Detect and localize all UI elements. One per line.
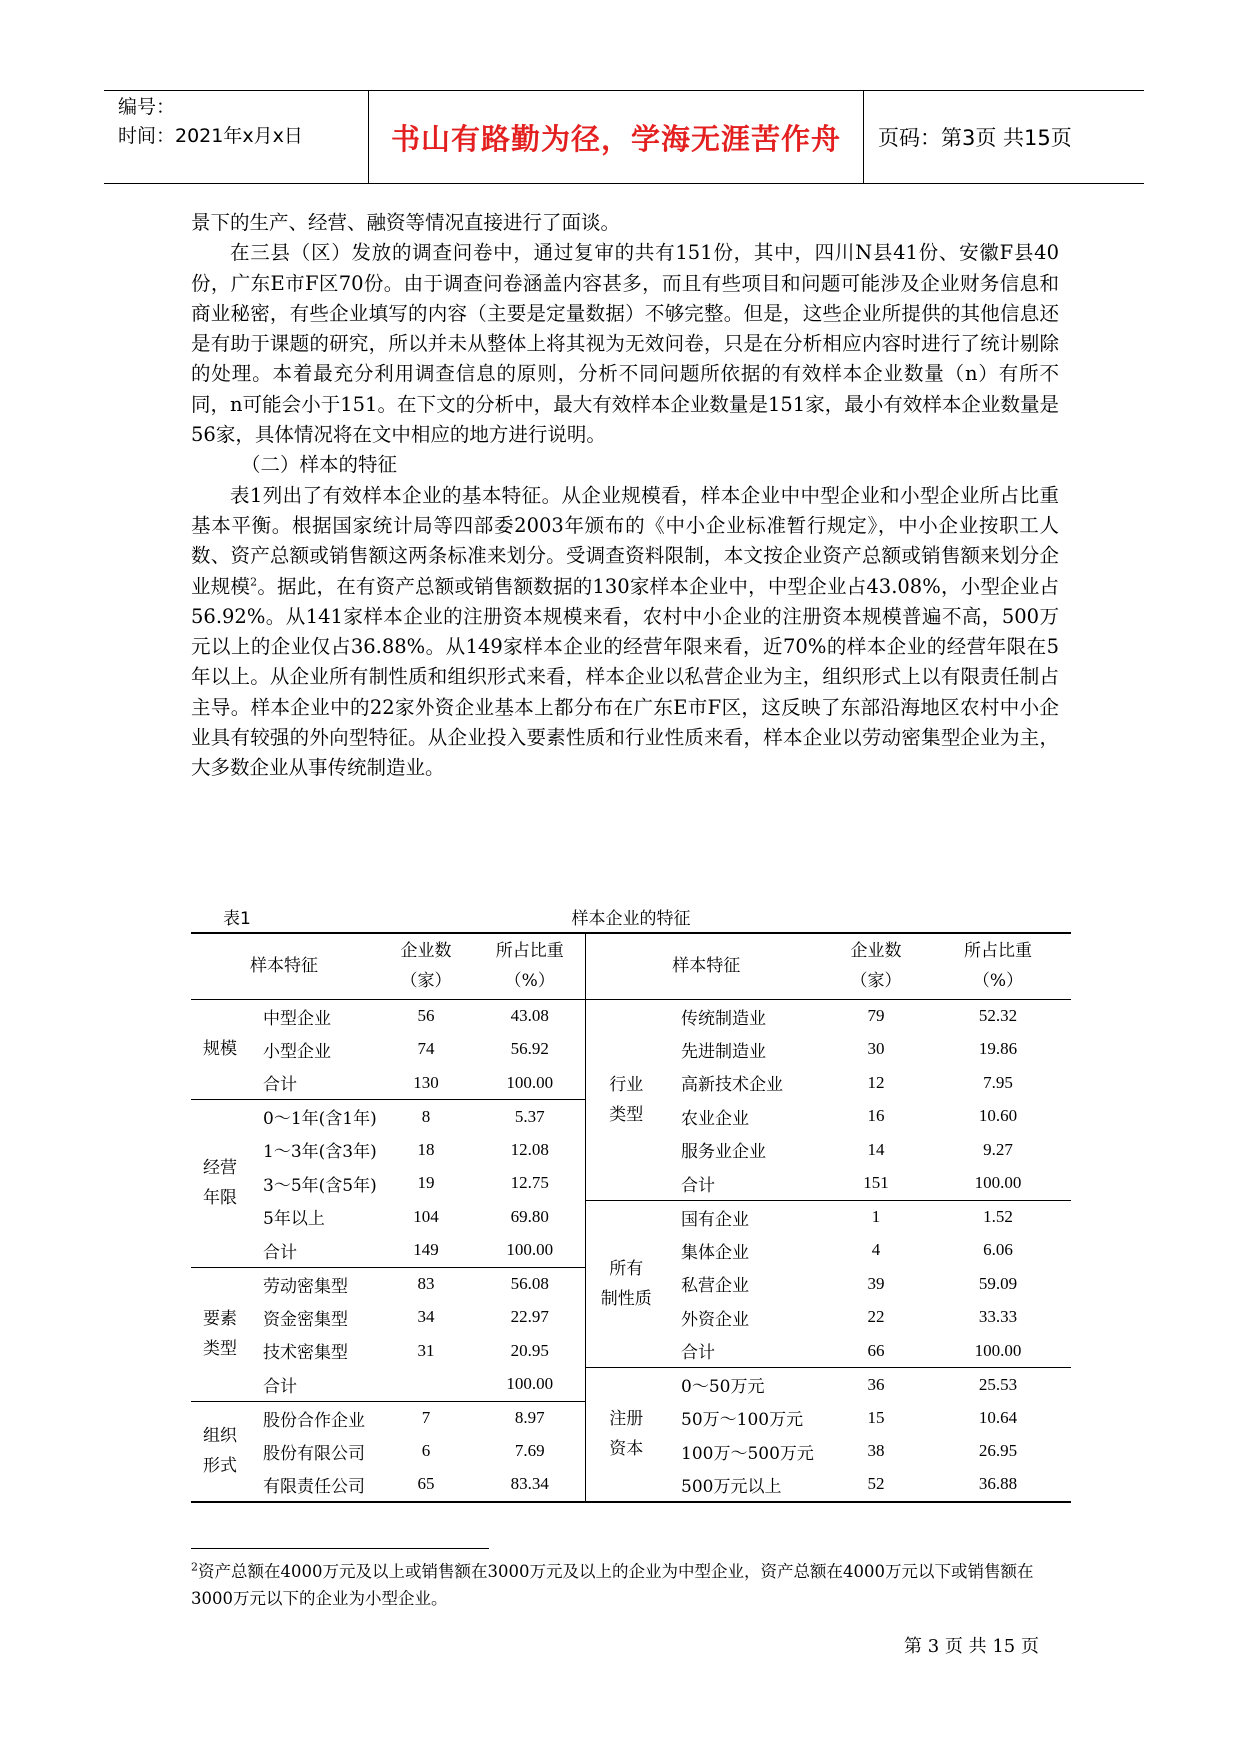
row-count: 65: [417, 1474, 435, 1494]
row-item: 3～5年(含5年): [263, 1175, 377, 1196]
row-item: 外资企业: [681, 1309, 749, 1330]
row-count: 104: [413, 1206, 439, 1226]
row-item: 劳动密集型: [249, 1267, 377, 1301]
row-share: 100.00: [475, 1066, 585, 1100]
table-number: 表1: [223, 909, 251, 929]
row-share: 52.32: [978, 1006, 1018, 1025]
row-count: [377, 1368, 475, 1402]
row-share: 19.86: [978, 1039, 1018, 1059]
col-header-share: 所占比重 （%）: [964, 941, 1032, 992]
group-scale: 规模: [203, 1039, 237, 1060]
row-share: 22.97: [475, 1301, 585, 1335]
col-header-share: 所占比重 （%）: [475, 933, 585, 999]
row-share: 12.08: [475, 1133, 585, 1167]
row-share: 20.95: [475, 1334, 585, 1368]
row-share: 10.64: [978, 1407, 1018, 1427]
footnote-mark: 2: [191, 1560, 198, 1574]
row-count: 151: [863, 1173, 889, 1192]
row-count: 8: [377, 1100, 475, 1134]
row-share: 25.53: [925, 1368, 1071, 1402]
body-text: [191, 208, 1059, 784]
row-item: 先进制造业: [681, 1041, 766, 1062]
row-item: 5年以上: [263, 1209, 325, 1230]
row-share: 56.08: [475, 1267, 585, 1301]
group-factor: 要素 类型: [191, 1267, 249, 1401]
row-share: 33.33: [978, 1307, 1018, 1327]
row-item: 服务业企业: [681, 1142, 766, 1163]
row-count: 34: [417, 1307, 435, 1327]
header-motto: 书山有路勤为径，学海无涯苦作舟: [369, 91, 864, 183]
table-row: [191, 1200, 1071, 1234]
col-header-feature: 样本特征: [672, 956, 741, 977]
row-item: 0～50万元: [667, 1368, 827, 1402]
row-item: 有限责任公司: [263, 1476, 365, 1497]
row-share: 7.95: [983, 1072, 1013, 1092]
row-count: 7: [377, 1401, 475, 1435]
table-caption: [191, 902, 1071, 930]
paragraph-text: 。据此，在有资产总额或销售额数据的130家样本企业中，中型企业占43.08%，小型企业占56.92%。从141家样本企业的注册资本规模来看，农村中小企业的注册资本规模普遍不高，500万元以上的企业仅占36.88%。从149家样本企业的经营年限来看，近70%的样本企业的经营年限在5年以上。从企业所有制性质和组织形式来看，样本企业以私营企业为主，组织形式上以有限责任制占主导。样本企业中的22家外资企业基本上都分布在广东E市F区，这反映了东部沿海地区农村中小企业具有较强的外向型特征。从企业投入要素性质和行业性质来看，样本企业以劳动密集型企业为主，大多数企业从事传统制造业。: [191, 574, 1059, 780]
row-item: 传统制造业: [681, 1008, 766, 1029]
row-share: 8.97: [475, 1401, 585, 1435]
time-label: 时间：2021年x月x日: [118, 125, 303, 147]
header-page-label: 页码：第3页 共15页: [878, 126, 1072, 150]
row-count: 6: [421, 1441, 431, 1461]
group-capital: 注册 资本: [585, 1368, 667, 1502]
row-share: 10.60: [978, 1106, 1018, 1126]
row-share: 59.09: [978, 1273, 1018, 1293]
table-row: [191, 999, 1071, 1033]
paragraph-text: 表1列出了有效样本企业的基本特征。从企业规模看，样本企业中中型企业和小型企业所占比重基本平衡。根据国家统计局等四部委2003年颁布的《中小企业标准暂行规定》，中小企业按职工人数、资产总额或销售额这两条标准来划分。受调查资料限制，本文按企业资产总额或销售额来划分企业规模: [191, 483, 1059, 598]
row-item: 中型企业: [263, 1008, 331, 1029]
row-share: 56.92: [475, 1033, 585, 1067]
row-item: 小型企业: [263, 1041, 331, 1062]
paragraph: 景下的生产、经营、融资等情况直接进行了面谈。: [191, 211, 621, 234]
row-share: 36.88: [978, 1474, 1018, 1494]
group-industry: 行业 类型: [609, 1074, 644, 1125]
row-item: 国有企业: [667, 1200, 827, 1234]
row-share: 100.00: [475, 1368, 585, 1402]
footnote-text: 资产总额在4000万元及以上或销售额在3000万元及以上的企业为中型企业，资产总额在4000万元以下或销售额在3000万元以下的企业为小型企业。: [191, 1562, 1034, 1608]
row-count: 36: [827, 1368, 925, 1402]
row-count: 4: [871, 1240, 881, 1260]
group-years: 经营 年限: [191, 1100, 249, 1268]
row-item: 50万～100万元: [681, 1410, 804, 1431]
row-item: 农业企业: [681, 1108, 749, 1129]
paragraph: 在三县（区）发放的调查问卷中，通过复审的共有151份，其中，四川N县41份、安徽F县40份，广东E市F区70份。由于调查问卷涵盖内容甚多，而且有些项目和问题可能涉及企业财务信息和商业秘密，有些企业填写的内容（主要是定量数据）不够完整。但是，这些企业所提供的其他信息还是有助于课题的研究，所以并未从整体上将其视为无效问卷，只是在分析相应内容时进行了统计剔除的处理。本着最充分利用调查信息的原则，分析不同问题所依据的有效样本企业数量（n）有所不同，n可能会小于151。在下文的分析中，最大有效样本企业数量是151家，最小有效样本企业数量是56家，具体情况将在文中相应的地方进行说明。: [191, 241, 1059, 447]
row-item: 500万元以上: [681, 1476, 782, 1497]
row-count: 74: [417, 1039, 435, 1059]
row-share: 100.00: [974, 1340, 1022, 1360]
row-share: 5.37: [475, 1100, 585, 1134]
table-row: [191, 1368, 1071, 1402]
table-title: 样本企业的特征: [571, 909, 691, 929]
row-item: 资金密集型: [263, 1309, 348, 1330]
row-item: 股份有限公司: [263, 1443, 365, 1464]
row-count: 1: [827, 1200, 925, 1234]
row-count: 15: [867, 1407, 885, 1427]
row-count: 83: [377, 1267, 475, 1301]
col-header-count: 企业数 （家）: [400, 941, 452, 992]
col-header-feature: 样本特征: [250, 956, 318, 977]
table-header-row: [191, 933, 1071, 999]
row-share: 83.34: [475, 1468, 585, 1502]
row-count: 19: [417, 1173, 435, 1193]
row-item: 100万～500万元: [681, 1443, 814, 1464]
row-item: 私营企业: [681, 1276, 749, 1297]
footnote-divider: [191, 1548, 489, 1549]
row-count: 130: [413, 1072, 439, 1092]
col-header-count: 企业数 （家）: [850, 941, 902, 992]
row-share: 1.52: [925, 1200, 1071, 1234]
row-count: 52: [867, 1474, 885, 1494]
row-item: 技术密集型: [263, 1343, 348, 1364]
group-org: 组织 形式: [191, 1401, 249, 1502]
number-label: 编号：: [118, 96, 176, 118]
paragraph: [191, 481, 1059, 784]
row-count: 56: [417, 1006, 435, 1025]
row-count: 18: [417, 1139, 435, 1159]
row-share: 7.69: [475, 1435, 585, 1469]
page-number: 第 3 页 共 15 页: [904, 1636, 1039, 1657]
row-count: 14: [867, 1139, 885, 1159]
footnote-ref: 2: [250, 575, 258, 589]
row-share: 100.00: [475, 1234, 585, 1268]
row-count: 149: [413, 1240, 439, 1259]
row-item: 合计: [681, 1175, 715, 1196]
row-count: 16: [867, 1106, 885, 1126]
header-info: [104, 91, 369, 183]
row-item: 合计: [263, 1376, 297, 1397]
row-share: 6.06: [983, 1240, 1013, 1260]
section-title: （二）样本的特征: [241, 453, 398, 477]
row-item: 股份合作企业: [249, 1401, 377, 1435]
row-item: 合计: [681, 1343, 715, 1363]
row-count: 30: [867, 1039, 885, 1059]
row-count: 79: [867, 1006, 885, 1025]
document-header: [104, 90, 1144, 184]
row-item: 高新技术企业: [681, 1075, 783, 1096]
row-item: 1～3年(含3年): [263, 1142, 377, 1163]
row-count: 66: [867, 1340, 885, 1360]
row-item: 0～1年(含1年): [249, 1100, 377, 1134]
row-share: 12.75: [475, 1167, 585, 1201]
row-count: 38: [867, 1441, 885, 1461]
footnote: [191, 1558, 1071, 1612]
row-count: 12: [867, 1072, 885, 1092]
row-share: 69.80: [475, 1200, 585, 1234]
row-count: 31: [417, 1340, 435, 1360]
row-item: 合计: [263, 1075, 297, 1095]
row-count: 39: [867, 1273, 885, 1293]
row-share: 100.00: [974, 1173, 1022, 1192]
row-share: 9.27: [983, 1139, 1013, 1159]
row-item: 集体企业: [681, 1242, 749, 1263]
row-item: 合计: [263, 1242, 297, 1263]
row-share: 43.08: [475, 999, 585, 1033]
row-share: 26.95: [978, 1441, 1018, 1461]
sample-table: [191, 932, 1071, 1503]
group-ownership: 所有 制性质: [585, 1200, 667, 1368]
row-count: 22: [867, 1307, 885, 1327]
